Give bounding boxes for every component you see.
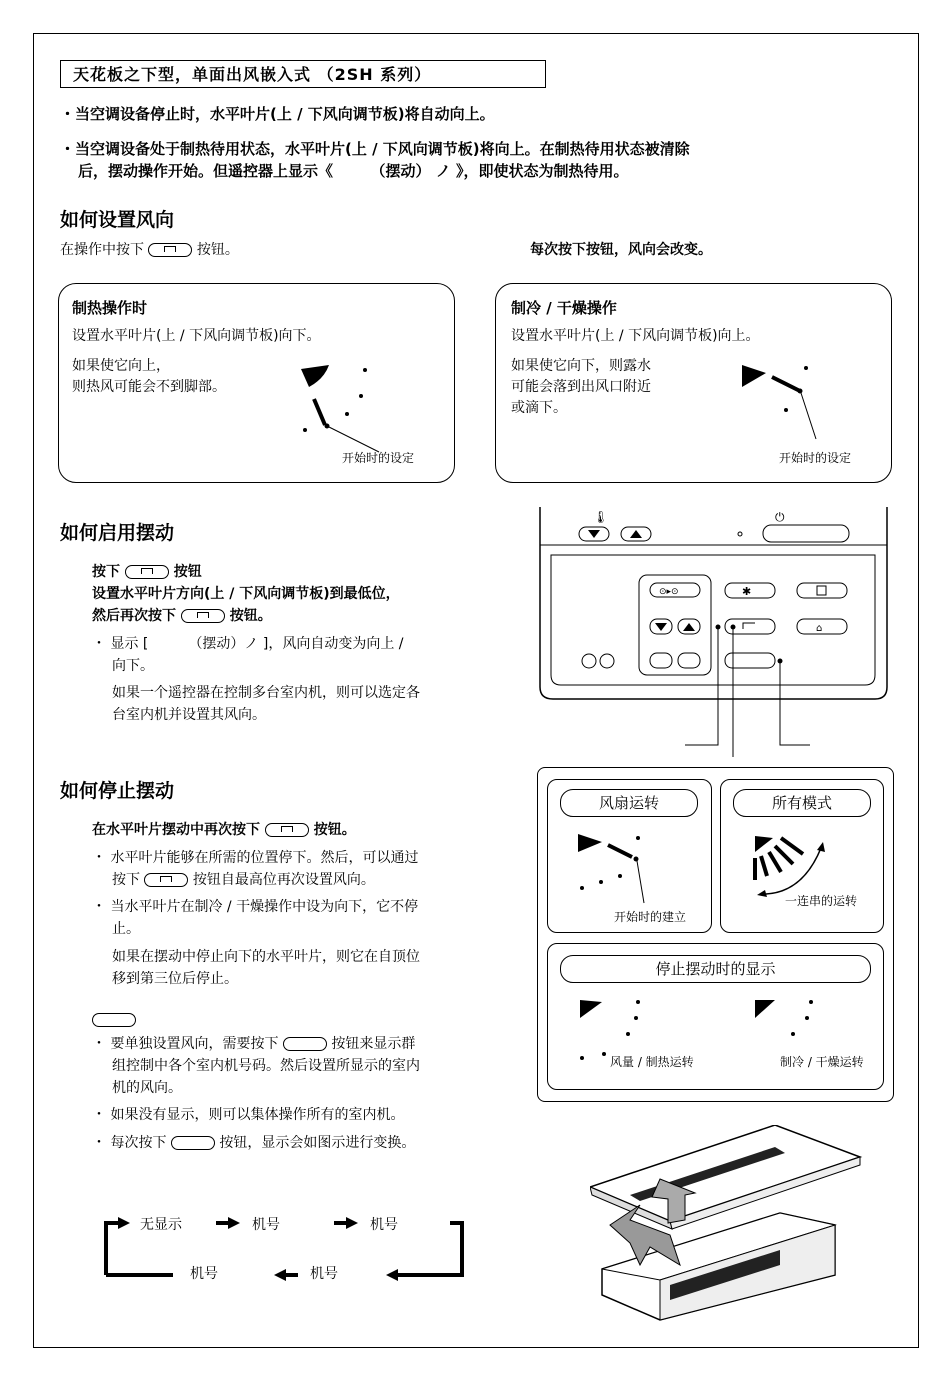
start-line1: 按下 按钮 <box>92 564 202 580</box>
cycle-none: 无显示 <box>140 1217 182 1233</box>
stop-para1: 如果在摆动中停止向下的水平叶片，则它在自顶位 <box>112 949 420 965</box>
heating-title: 制热操作时 <box>72 299 148 317</box>
panel-all-label: 所有模式 <box>733 789 871 817</box>
swing-button-icon <box>125 565 169 579</box>
swing-button-icon <box>265 823 309 837</box>
svg-text:⊙▸⊙: ⊙▸⊙ <box>659 587 679 597</box>
group-bullet1-cont2: 机的风向。 <box>112 1080 182 1096</box>
group-bullet1: ・ 要单独设置风向，需要按下 按钮来显示群 <box>92 1036 416 1052</box>
svg-text:🌡: 🌡 <box>593 510 609 524</box>
panel-all-modes <box>720 779 884 933</box>
cooling-title: 制冷 / 干燥操作 <box>511 299 617 317</box>
cooling-louver-diagram <box>736 359 866 454</box>
cooling-box <box>495 283 892 483</box>
stop-right-louver-diagram <box>743 994 873 1054</box>
panel-all-caption: 一连串的运转 <box>785 894 858 908</box>
heading-start-swing: 如何启用摆动 <box>60 522 175 544</box>
heating-line3: 则热风可能会不到脚部。 <box>72 379 226 395</box>
heating-caption: 开始时的设定 <box>342 451 415 465</box>
note-2: ・当空调设备处于制热待用状态，水平叶片(上 / 下风向调节板)将向上。在制热待用状态被清除 <box>60 140 690 158</box>
heading-set-direction: 如何设置风向 <box>60 209 175 231</box>
group-bullet3: ・ 每次按下 按钮，显示会如图示进行变换。 <box>92 1135 416 1151</box>
cycle-unit-a: 机号 <box>252 1217 280 1233</box>
each-press-note: 每次按下按钮，风向会改变。 <box>530 242 712 258</box>
swing-button-icon <box>148 243 192 257</box>
panel-fan-label: 风扇运转 <box>560 789 698 817</box>
start-bullet1: ・ 显示 [ （摆动）ノ ]，风向自动变为向上 / <box>92 636 404 652</box>
group-bullet2: ・ 如果没有显示，则可以集体操作所有的室内机。 <box>92 1107 405 1123</box>
stop-line1: 在水平叶片摆动中再次按下 按钮。 <box>92 822 356 838</box>
unit-button-icon <box>283 1037 327 1051</box>
swing-button-icon <box>144 873 188 887</box>
swing-button-icon <box>181 609 225 623</box>
cooling-line1: 设置水平叶片(上 / 下风向调节板)向上。 <box>511 328 760 344</box>
panel-stop-display <box>547 943 884 1090</box>
cycle-unit-d: 机号 <box>190 1266 218 1282</box>
start-para1: 如果一个遥控器在控制多台室内机，则可以选定各 <box>112 685 420 701</box>
instr-set-direction: 在操作中按下 按钮。 <box>60 242 239 258</box>
fan-louver-diagram <box>568 828 698 908</box>
heating-line2: 如果使它向上， <box>72 358 170 374</box>
cooling-line3: 可能会落到出风口附近 <box>511 379 651 395</box>
panel-stop-label: 停止摆动时的显示 <box>560 955 871 983</box>
panel-stop-caption-left: 风量 / 制热运转 <box>610 1055 694 1069</box>
stop-bullet2-cont: 止。 <box>112 921 140 937</box>
note-2-cont: 后，摆动操作开始。但遥控器上显示《 （摆动） ノ 》，即使状态为制热待用。 <box>78 162 629 180</box>
heading-stop-swing: 如何停止摆动 <box>60 780 175 802</box>
note-1: ・当空调设备停止时，水平叶片(上 / 下风向调节板)将自动向上。 <box>60 105 495 123</box>
unit-button-icon <box>92 1013 136 1027</box>
svg-text:✱: ✱ <box>742 585 752 598</box>
heating-box <box>58 283 455 483</box>
svg-text:⌂: ⌂ <box>816 623 823 634</box>
svg-text:⏻: ⏻ <box>775 510 785 524</box>
panel-fan <box>547 779 712 933</box>
stop-bullet2: ・ 当水平叶片在制冷 / 干燥操作中设为向下，它不停 <box>92 899 419 915</box>
panel-stop-caption-right: 制冷 / 干燥运转 <box>780 1055 864 1069</box>
page-title: 天花板之下型，单面出风嵌入式 （2SH 系列） <box>60 60 546 88</box>
group-bullet1-cont: 组控制中各个室内机号码。然后设置所显示的室内 <box>112 1058 420 1074</box>
indoor-unit-illustration <box>590 1125 880 1325</box>
cycle-unit-c: 机号 <box>310 1266 338 1282</box>
start-line3: 然后再次按下 按钮。 <box>92 608 272 624</box>
unit-button-icon <box>171 1136 215 1150</box>
remote-controller-diagram <box>535 507 895 757</box>
cycle-unit-b: 机号 <box>370 1217 398 1233</box>
stop-bullet1-cont: 按下 按钮自最高位再次设置风向。 <box>112 872 375 888</box>
stop-para2: 移到第三位后停止。 <box>112 971 238 987</box>
heating-line1: 设置水平叶片(上 / 下风向调节板)向下。 <box>72 328 321 344</box>
cooling-line2: 如果使它向下，则露水 <box>511 358 651 374</box>
start-bullet1-cont: 向下。 <box>112 658 154 674</box>
panel-fan-caption: 开始时的建立 <box>614 910 687 924</box>
cooling-caption: 开始时的设定 <box>779 451 852 465</box>
start-para2: 台室内机并设置其风向。 <box>112 707 266 723</box>
cooling-line4: 或滴下。 <box>511 400 567 416</box>
start-line2: 设置水平叶片方向(上 / 下风向调节板)到最低位， <box>92 586 400 602</box>
stop-bullet1: ・ 水平叶片能够在所需的位置停下。然后，可以通过 <box>92 850 419 866</box>
